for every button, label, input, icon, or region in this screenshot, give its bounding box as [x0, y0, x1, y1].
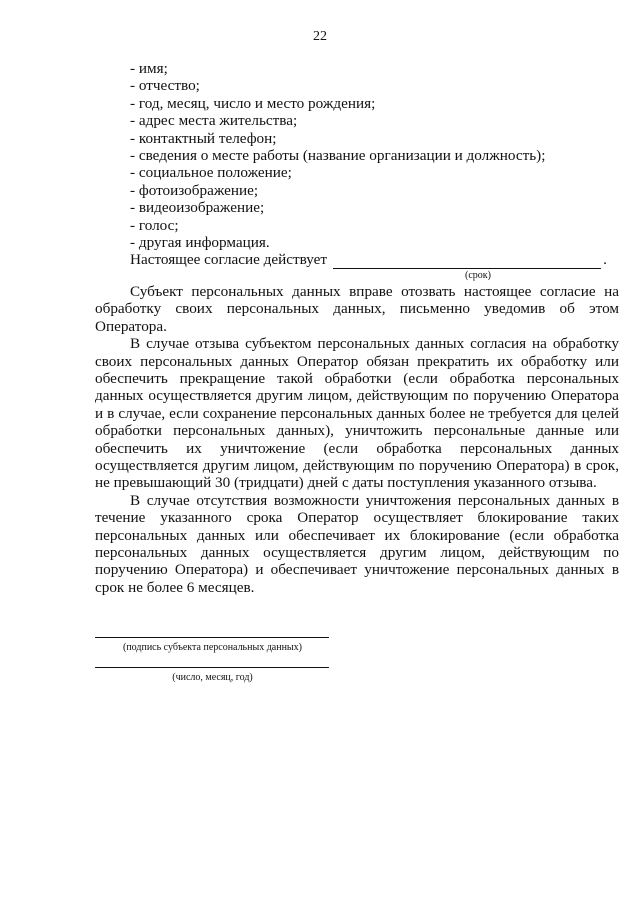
- validity-text: Настоящее согласие действует: [130, 251, 328, 269]
- data-items-list: [95, 60, 619, 251]
- page-number: 22: [313, 29, 327, 44]
- list-item: - имя;: [130, 60, 168, 77]
- validity-caption: (срок): [465, 269, 491, 281]
- document-body: [95, 60, 619, 596]
- list-item: - год, месяц, число и место рождения;: [130, 94, 376, 112]
- list-item: - контактный телефон;: [130, 129, 277, 147]
- list-item: - другая информация.: [130, 234, 270, 252]
- validity-row: [95, 251, 619, 268]
- signature-block: [95, 637, 330, 654]
- validity-end-mark: .: [603, 251, 607, 269]
- validity-term-blank[interactable]: [333, 256, 601, 269]
- date-line[interactable]: [95, 667, 329, 668]
- list-item: - голос;: [130, 216, 179, 234]
- list-item: - видеоизображение;: [130, 199, 265, 217]
- paragraph-blocking: В случае отсутствия возможности уничтожения персональных данных в течение указанного срока Оператор осуществляет блокирование таких персональных данных или обеспечивает их блокирование (если обработка персональных данных осуществляется другим лицом, действующим по поручению Оператора) и обеспечивает уничтожение персональных данных в срок не более 6 месяцев.: [95, 491, 619, 596]
- paragraph-revocation-consequences: В случае отзыва субъектом персональных данных согласия на обработку своих персональных данных Оператор обязан прекратить их обработку или обеспечить прекращение такой обработки (если обработка персональных данных осуществляется другим лицом, действующим по поручению Оператора и в случае, если сохранение персональных данных более не требуется для целей обработки персональных данных), уничтожить персональные данные или обеспечить их уничтожение (если обработка персональных данных осуществляется другим лицом, действующим по поручению Оператора) в срок, не превышающий 30 (тридцати) дней с даты поступления указанного отзыва.: [95, 335, 619, 492]
- list-item: - социальное положение;: [130, 164, 292, 182]
- list-item: - отчество;: [130, 77, 200, 95]
- list-item: - адрес места жительства;: [130, 112, 298, 130]
- list-item: - сведения о месте работы (название организации и должность);: [130, 147, 546, 165]
- date-block: [95, 667, 330, 684]
- paragraph-revocation-right: Субъект персональных данных вправе отозвать настоящее согласие на обработку своих персональных данных, письменно уведомив об этом Оператора.: [95, 282, 619, 335]
- list-item: - фотоизображение;: [130, 181, 259, 199]
- date-caption: (число, месяц, год): [172, 672, 253, 683]
- signature-line[interactable]: [95, 637, 329, 638]
- signature-caption: (подпись субъекта персональных данных): [123, 642, 302, 653]
